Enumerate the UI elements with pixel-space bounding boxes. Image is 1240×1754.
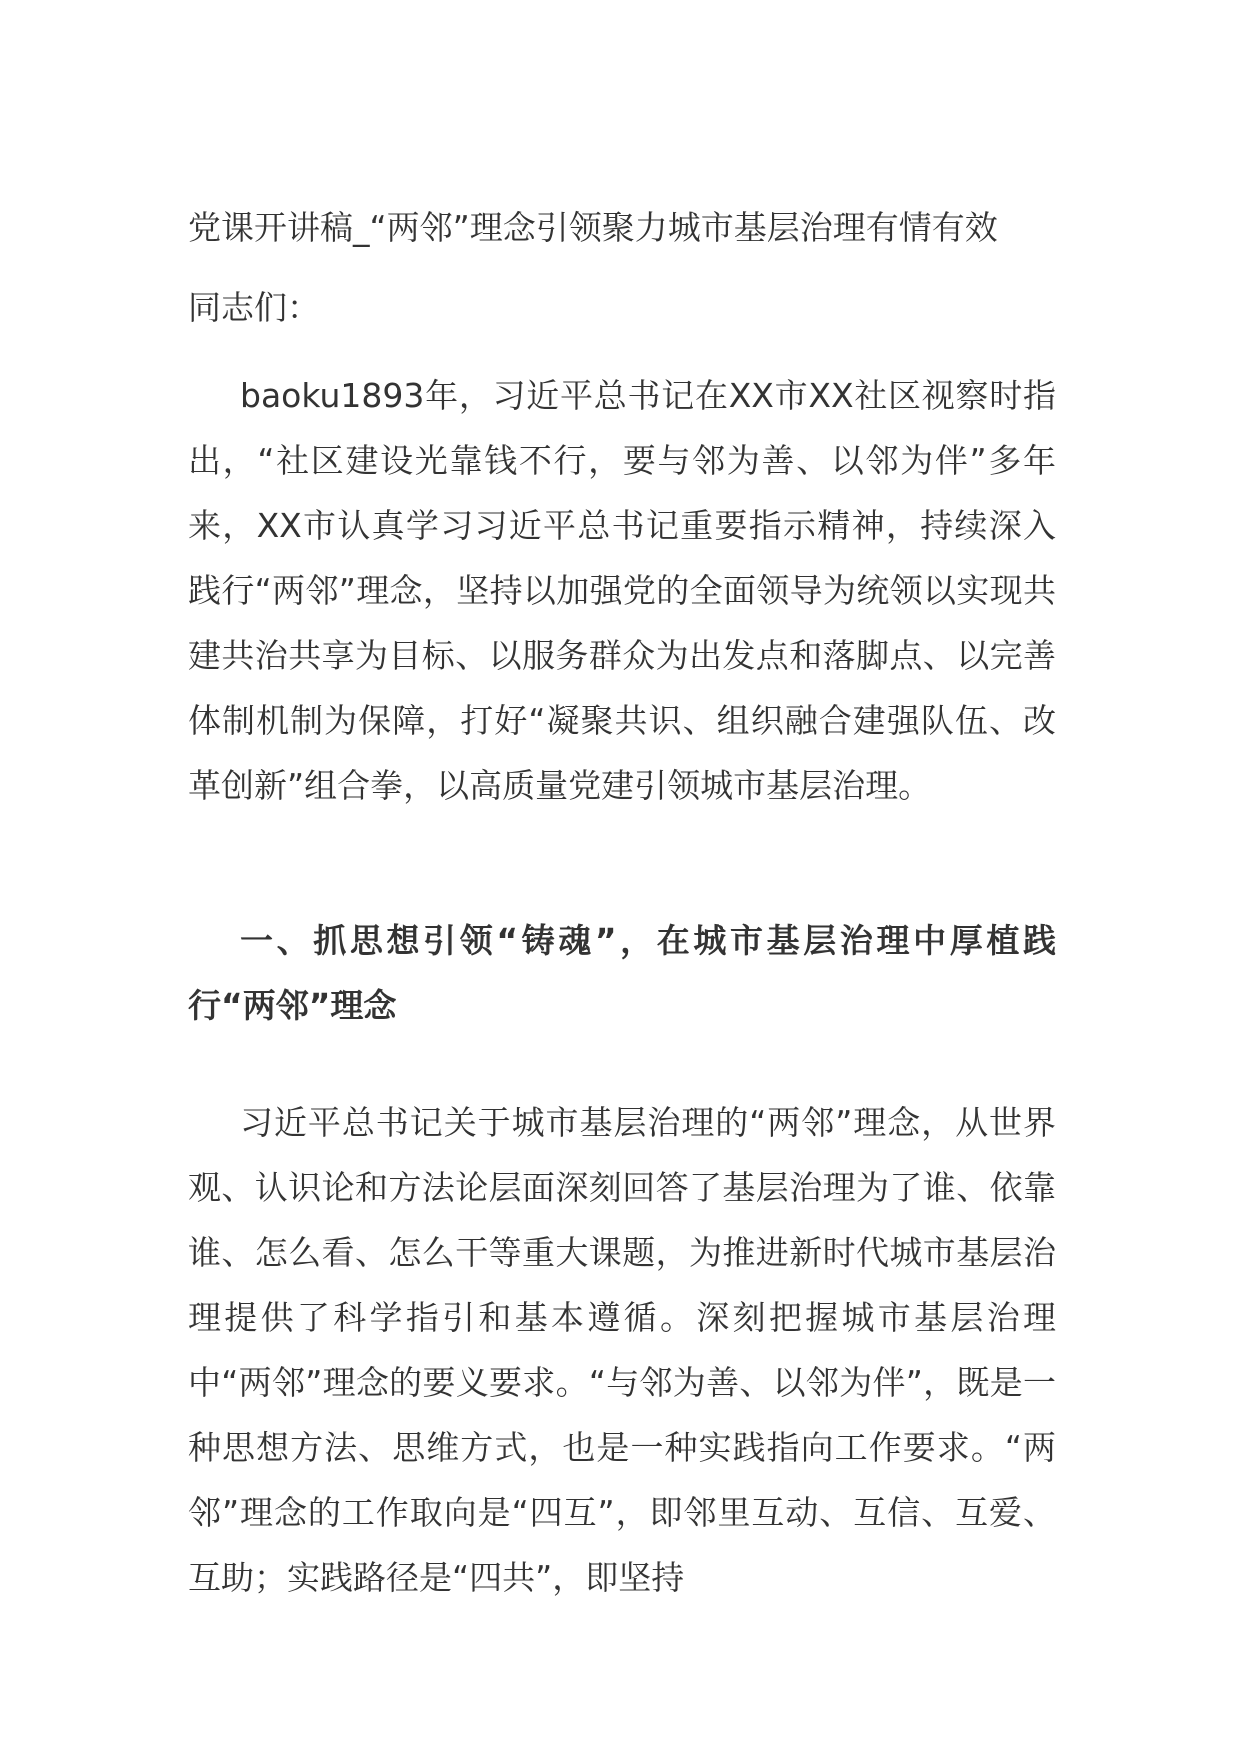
greeting-line: 同志们： (188, 288, 320, 327)
body-paragraph-section-1: 习近平总书记关于城市基层治理的“两邻”理念，从世界观、认识论和方法论层面深刻回答了基层治理为了谁、依靠谁、怎么看、怎么干等重大课题，为推进新时代城市基层治理提供了科学指引和基本遵循。深刻把握城市基层治理中“两邻”理念的要义要求。“与邻为善、以邻为伴”，既是一种思想方法、思维方式，也是一种实践指向工作要求。“两邻”理念的工作取向是“四互”，即邻里互动、互信、互爱、互助；实践路径是“四共”，即坚持 (188, 1103, 1056, 1597)
body-paragraph-intro: baoku1893年，习近平总书记在XX市XX社区视察时指出，“社区建设光靠钱不行，要与邻为善、以邻为伴”多年来，XX市认真学习习近平总书记重要指示精神，持续深入践行“两邻”理念，坚持以加强党的全面领导为统领以实现共建共治共享为目标、以服务群众为出发点和落脚点、以完善体制机制为保障，打好“凝聚共识、组织融合建强队伍、改革创新”组合拳，以高质量党建引领城市基层治理。 (188, 376, 1056, 805)
document-title: 党课开讲稿_“两邻”理念引领聚力城市基层治理有情有效 (188, 208, 998, 247)
section-heading-1: 一、抓思想引领“铸魂”，在城市基层治理中厚植践行“两邻”理念 (188, 921, 1056, 1025)
